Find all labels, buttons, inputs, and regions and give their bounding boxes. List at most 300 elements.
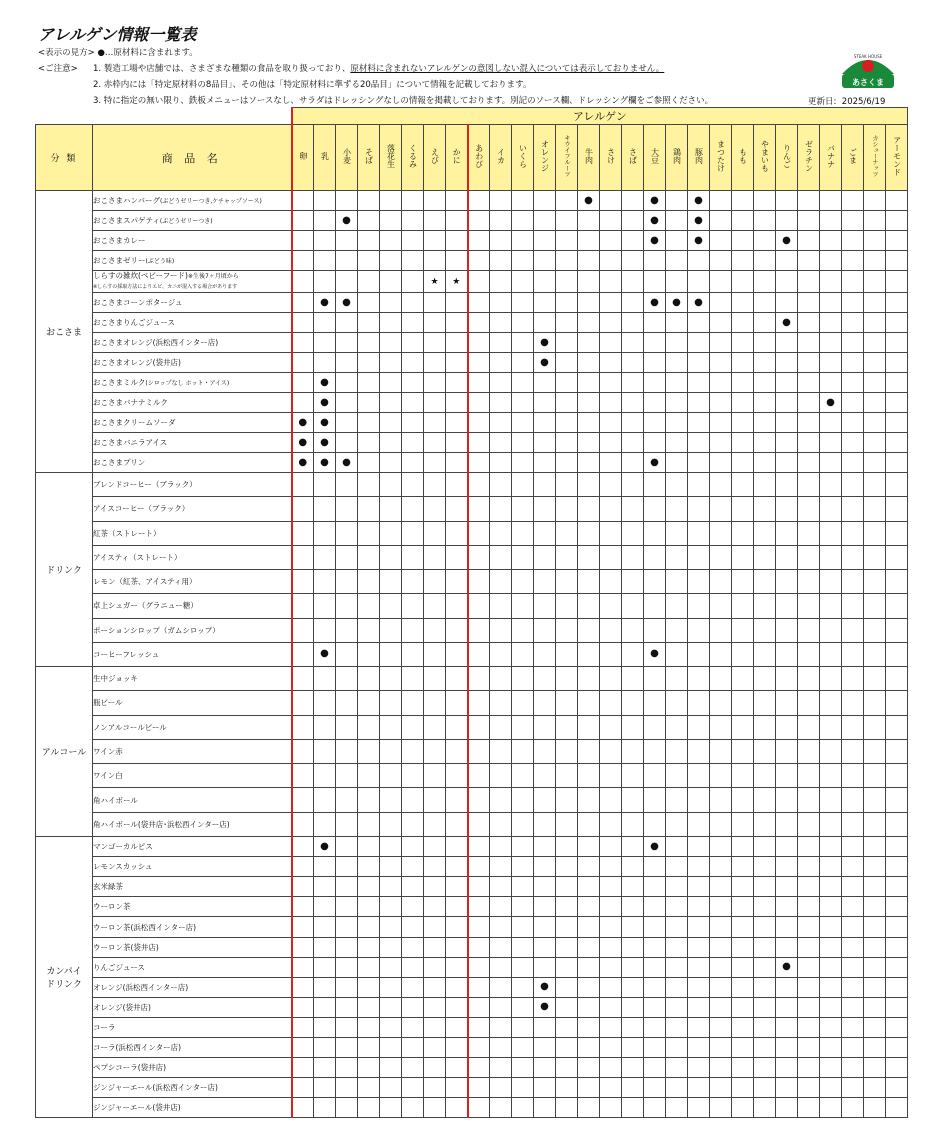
allergen-cell [754, 812, 776, 836]
table-row [36, 453, 908, 473]
allergen-cell [886, 594, 908, 618]
allergen-cell [468, 497, 490, 521]
allergen-cell [336, 997, 358, 1017]
allergen-cell [556, 570, 578, 594]
allergen-cell [446, 373, 468, 393]
allergen-cell [864, 997, 886, 1017]
allergen-cell [534, 433, 556, 453]
product-note: (シロップなし ホット・アイス) [145, 379, 230, 387]
allergen-cell [380, 957, 402, 977]
allergen-cell [314, 764, 336, 788]
allergen-cell [556, 1017, 578, 1037]
allergen-label: あわび [474, 144, 484, 168]
product-name [93, 413, 292, 433]
allergen-cell [754, 837, 776, 857]
product-name [93, 570, 292, 594]
contains-mark: ● [336, 453, 358, 473]
allergen-header [732, 125, 754, 191]
allergen-cell [600, 453, 622, 473]
allergen-cell [578, 877, 600, 897]
allergen-cell [798, 957, 820, 977]
allergen-cell [402, 211, 424, 231]
contains-mark: ● [644, 453, 666, 473]
allergen-cell [886, 545, 908, 569]
product-name-text: 瓶ビール [93, 698, 123, 708]
allergen-cell [688, 1098, 710, 1118]
allergen-cell [578, 857, 600, 877]
allergen-cell [468, 837, 490, 857]
allergen-cell [402, 433, 424, 453]
allergen-cell [886, 917, 908, 937]
contains-mark: ● [578, 191, 600, 211]
allergen-cell [468, 211, 490, 231]
allergen-cell [490, 977, 512, 997]
allergen-cell [688, 497, 710, 521]
table-row [36, 857, 908, 877]
allergen-cell [314, 1098, 336, 1118]
allergen-cell [688, 473, 710, 497]
allergen-cell [688, 917, 710, 937]
allergen-cell [490, 1038, 512, 1058]
allergen-cell [622, 977, 644, 997]
allergen-cell [622, 497, 644, 521]
allergen-cell [842, 739, 864, 763]
allergen-cell [644, 353, 666, 373]
allergen-cell [534, 691, 556, 715]
allergen-cell [402, 691, 424, 715]
allergen-cell [688, 594, 710, 618]
allergen-cell [732, 521, 754, 545]
allergen-cell [798, 393, 820, 413]
allergen-cell [292, 191, 314, 211]
allergen-cell [358, 691, 380, 715]
allergen-cell [842, 453, 864, 473]
allergen-cell [380, 1058, 402, 1078]
category-cell: カンパイ ドリンク [36, 837, 93, 1118]
allergen-cell [820, 453, 842, 473]
allergen-label: カシューナッツ [871, 135, 878, 177]
table-row [36, 545, 908, 569]
table-row [36, 333, 908, 353]
allergen-cell [336, 667, 358, 691]
allergen-cell [732, 618, 754, 642]
allergen-cell [644, 1058, 666, 1078]
allergen-cell [622, 413, 644, 433]
allergen-cell [556, 877, 578, 897]
allergen-cell [380, 594, 402, 618]
allergen-cell [358, 393, 380, 413]
allergen-header [666, 125, 688, 191]
allergen-cell [534, 373, 556, 393]
allergen-cell [732, 691, 754, 715]
allergen-cell [358, 413, 380, 433]
product-name [93, 997, 292, 1017]
contains-mark: ● [666, 293, 688, 313]
caution-line-2: 2. 赤枠内には「特定原材料の8品目」、その他は「特定原材料に準ずる20品目」について情報を記載しております。 [93, 80, 532, 90]
allergen-cell [534, 957, 556, 977]
allergen-cell [292, 917, 314, 937]
allergen-cell [754, 739, 776, 763]
allergen-cell [666, 393, 688, 413]
allergen-cell [512, 1078, 534, 1098]
allergen-cell [644, 1038, 666, 1058]
allergen-cell [336, 1058, 358, 1078]
product-name [93, 917, 292, 937]
allergen-cell [842, 333, 864, 353]
allergen-cell [402, 293, 424, 313]
allergen-cell [446, 413, 468, 433]
allergen-cell [622, 594, 644, 618]
allergen-cell [842, 788, 864, 812]
allergen-cell [754, 937, 776, 957]
allergen-cell [732, 715, 754, 739]
allergen-header [490, 125, 512, 191]
allergen-cell [314, 1078, 336, 1098]
table-row [36, 957, 908, 977]
allergen-cell [380, 231, 402, 251]
allergen-cell [336, 897, 358, 917]
allergen-header [688, 125, 710, 191]
allergen-cell [754, 211, 776, 231]
allergen-cell [380, 1078, 402, 1098]
allergen-cell [534, 897, 556, 917]
allergen-cell [402, 1038, 424, 1058]
allergen-cell [358, 570, 380, 594]
allergen-cell [864, 715, 886, 739]
allergen-cell [446, 333, 468, 353]
contains-mark: ● [292, 453, 314, 473]
table-row [36, 1017, 908, 1037]
allergen-cell [820, 293, 842, 313]
allergen-cell [314, 231, 336, 251]
allergen-cell [578, 293, 600, 313]
allergen-cell [600, 877, 622, 897]
allergen-cell [600, 393, 622, 413]
allergen-cell [600, 545, 622, 569]
allergen-cell [776, 453, 798, 473]
allergen-cell [842, 691, 864, 715]
allergen-cell [424, 1078, 446, 1098]
allergen-cell [842, 231, 864, 251]
allergen-cell [600, 191, 622, 211]
allergen-cell [336, 333, 358, 353]
allergen-cell [578, 393, 600, 413]
allergen-label: アーモンド [892, 136, 902, 176]
allergen-cell [336, 691, 358, 715]
allergen-cell [402, 667, 424, 691]
allergen-cell [380, 373, 402, 393]
product-name-text: おこさまバナナミルク [93, 398, 168, 407]
table-row [36, 271, 908, 293]
allergen-cell [886, 764, 908, 788]
allergen-cell [468, 521, 490, 545]
allergen-cell [402, 957, 424, 977]
allergen-cell [622, 293, 644, 313]
allergen-cell [754, 977, 776, 997]
allergen-cell [402, 764, 424, 788]
table-row [36, 1038, 908, 1058]
allergen-cell [556, 453, 578, 473]
allergen-cell [512, 691, 534, 715]
allergen-cell [644, 1078, 666, 1098]
allergen-cell [754, 191, 776, 211]
contains-mark: ● [292, 433, 314, 453]
allergen-cell [864, 1098, 886, 1118]
allergen-cell [292, 691, 314, 715]
allergen-cell [710, 393, 732, 413]
allergen-cell [424, 715, 446, 739]
allergen-cell [710, 373, 732, 393]
allergen-cell [402, 857, 424, 877]
allergen-cell [886, 837, 908, 857]
product-name-text: ペプシコーラ(袋井店) [93, 1063, 167, 1073]
allergen-cell [556, 788, 578, 812]
allergen-cell [688, 618, 710, 642]
allergen-cell [556, 211, 578, 231]
allergen-cell [512, 837, 534, 857]
contains-mark: ● [336, 293, 358, 313]
allergen-cell [600, 333, 622, 353]
caution-line-1-underlined: 原材料に含まれないアレルゲンの意図しない混入については表示しておりません。 [350, 64, 665, 74]
allergen-cell [512, 271, 534, 293]
allergen-cell [688, 897, 710, 917]
allergen-cell [556, 473, 578, 497]
allergen-cell [446, 1078, 468, 1098]
allergen-cell [754, 231, 776, 251]
allergen-cell [424, 739, 446, 763]
allergen-cell [864, 191, 886, 211]
allergen-cell [622, 1058, 644, 1078]
allergen-cell [820, 715, 842, 739]
product-name-text: ウーロン茶(袋井店) [93, 942, 159, 952]
table-row [36, 739, 908, 763]
allergen-cell [842, 1017, 864, 1037]
allergen-header [468, 125, 490, 191]
allergen-cell [820, 373, 842, 393]
allergen-cell [402, 545, 424, 569]
allergen-cell [732, 594, 754, 618]
contains-mark: ● [776, 313, 798, 333]
allergen-cell [512, 497, 534, 521]
allergen-cell [578, 313, 600, 333]
allergen-cell [380, 691, 402, 715]
allergen-cell [644, 594, 666, 618]
product-name-text: レモン（紅茶、アイスティ用） [93, 577, 197, 587]
allergen-cell [754, 618, 776, 642]
allergen-cell [886, 353, 908, 373]
allergen-cell [490, 271, 512, 293]
allergen-cell [336, 764, 358, 788]
allergen-cell [798, 413, 820, 433]
allergen-cell [402, 497, 424, 521]
allergen-cell [512, 788, 534, 812]
allergen-label: さば [628, 148, 638, 164]
allergen-cell [886, 570, 908, 594]
product-name [93, 897, 292, 917]
allergen-cell [402, 618, 424, 642]
allergen-cell [292, 877, 314, 897]
allergen-cell [534, 812, 556, 836]
allergen-cell [402, 642, 424, 666]
allergen-cell [314, 545, 336, 569]
allergen-cell [446, 521, 468, 545]
allergen-cell [776, 857, 798, 877]
allergen-cell [358, 715, 380, 739]
allergen-cell [666, 957, 688, 977]
allergen-cell [336, 433, 358, 453]
allergen-cell [600, 857, 622, 877]
allergen-cell [754, 313, 776, 333]
allergen-cell [490, 393, 512, 413]
allergen-cell [534, 293, 556, 313]
allergen-cell [820, 764, 842, 788]
allergen-cell [314, 521, 336, 545]
allergen-cell [556, 413, 578, 433]
allergen-cell [688, 788, 710, 812]
allergen-cell [798, 618, 820, 642]
table-row [36, 313, 908, 333]
allergen-cell [512, 1098, 534, 1118]
allergen-cell [600, 1058, 622, 1078]
allergen-cell [336, 271, 358, 293]
allergen-cell [336, 353, 358, 373]
allergen-cell [380, 788, 402, 812]
allergen-cell [820, 413, 842, 433]
allergen-cell [864, 293, 886, 313]
allergen-cell [424, 191, 446, 211]
allergen-cell [886, 393, 908, 413]
allergen-cell [490, 917, 512, 937]
allergen-cell [292, 997, 314, 1017]
allergen-cell [490, 497, 512, 521]
allergen-cell [732, 1058, 754, 1078]
allergen-cell [446, 812, 468, 836]
allergen-cell [688, 857, 710, 877]
allergen-cell [490, 191, 512, 211]
allergen-cell [754, 897, 776, 917]
allergen-cell [490, 812, 512, 836]
allergen-cell [380, 977, 402, 997]
allergen-cell [798, 977, 820, 997]
allergen-cell [292, 594, 314, 618]
allergen-cell [886, 937, 908, 957]
allergen-cell [446, 764, 468, 788]
allergen-label: そば [364, 148, 374, 164]
allergen-cell [754, 293, 776, 313]
allergen-cell [512, 857, 534, 877]
allergen-cell [468, 897, 490, 917]
allergen-cell [600, 917, 622, 937]
table-row [36, 877, 908, 897]
allergen-header [886, 125, 908, 191]
allergen-cell [292, 642, 314, 666]
allergen-cell [600, 997, 622, 1017]
product-name-text: おこさまクリームソーダ [93, 418, 176, 427]
allergen-cell [556, 353, 578, 373]
allergen-cell [776, 917, 798, 937]
allergen-cell [336, 788, 358, 812]
allergen-cell [490, 715, 512, 739]
allergen-cell [798, 1017, 820, 1037]
allergen-cell [424, 497, 446, 521]
allergen-cell [534, 393, 556, 413]
allergen-cell [556, 917, 578, 937]
allergen-header [578, 125, 600, 191]
product-name-text: ジンジャーエール(浜松西インター店) [93, 1083, 218, 1093]
allergen-label: いくら [518, 144, 528, 168]
allergen-cell [776, 293, 798, 313]
allergen-cell [358, 594, 380, 618]
allergen-cell [666, 545, 688, 569]
allergen-cell [644, 313, 666, 333]
allergen-cell [798, 497, 820, 521]
allergen-cell [622, 453, 644, 473]
allergen-cell [754, 333, 776, 353]
allergen-cell [534, 413, 556, 433]
allergen-cell [490, 937, 512, 957]
allergen-cell [336, 715, 358, 739]
allergen-cell [468, 293, 490, 313]
allergen-cell [578, 453, 600, 473]
allergen-cell [468, 191, 490, 211]
allergen-cell [864, 373, 886, 393]
product-name [93, 1078, 292, 1098]
allergen-cell [886, 877, 908, 897]
allergen-cell [864, 594, 886, 618]
allergen-cell [578, 1098, 600, 1118]
allergen-cell [292, 1038, 314, 1058]
allergen-cell [754, 957, 776, 977]
allergen-cell [490, 211, 512, 231]
allergen-cell [622, 917, 644, 937]
allergen-cell [402, 521, 424, 545]
allergen-cell [754, 715, 776, 739]
allergen-cell [776, 764, 798, 788]
allergen-cell [842, 251, 864, 271]
allergen-cell [820, 570, 842, 594]
allergen-cell [820, 667, 842, 691]
allergen-cell [424, 877, 446, 897]
allergen-cell [754, 453, 776, 473]
allergen-cell [776, 393, 798, 413]
allergen-cell [578, 937, 600, 957]
allergen-cell [358, 812, 380, 836]
allergen-cell [534, 642, 556, 666]
allergen-cell [402, 917, 424, 937]
contains-mark: ● [314, 373, 336, 393]
allergen-cell [358, 251, 380, 271]
product-name-text: ワイン赤 [93, 747, 123, 757]
allergen-cell [358, 917, 380, 937]
allergen-cell [798, 788, 820, 812]
allergen-cell [380, 1017, 402, 1037]
allergen-label: 大豆 [650, 148, 660, 164]
allergen-cell [886, 618, 908, 642]
allergen-cell [798, 764, 820, 788]
allergen-cell [358, 618, 380, 642]
allergen-cell [336, 313, 358, 333]
allergen-cell [710, 521, 732, 545]
allergen-cell [490, 739, 512, 763]
product-name [93, 788, 292, 812]
allergen-cell [820, 957, 842, 977]
allergen-cell [864, 473, 886, 497]
allergen-cell [380, 642, 402, 666]
allergen-cell [468, 433, 490, 453]
allergen-cell [336, 837, 358, 857]
allergen-cell [402, 788, 424, 812]
allergen-cell [578, 594, 600, 618]
